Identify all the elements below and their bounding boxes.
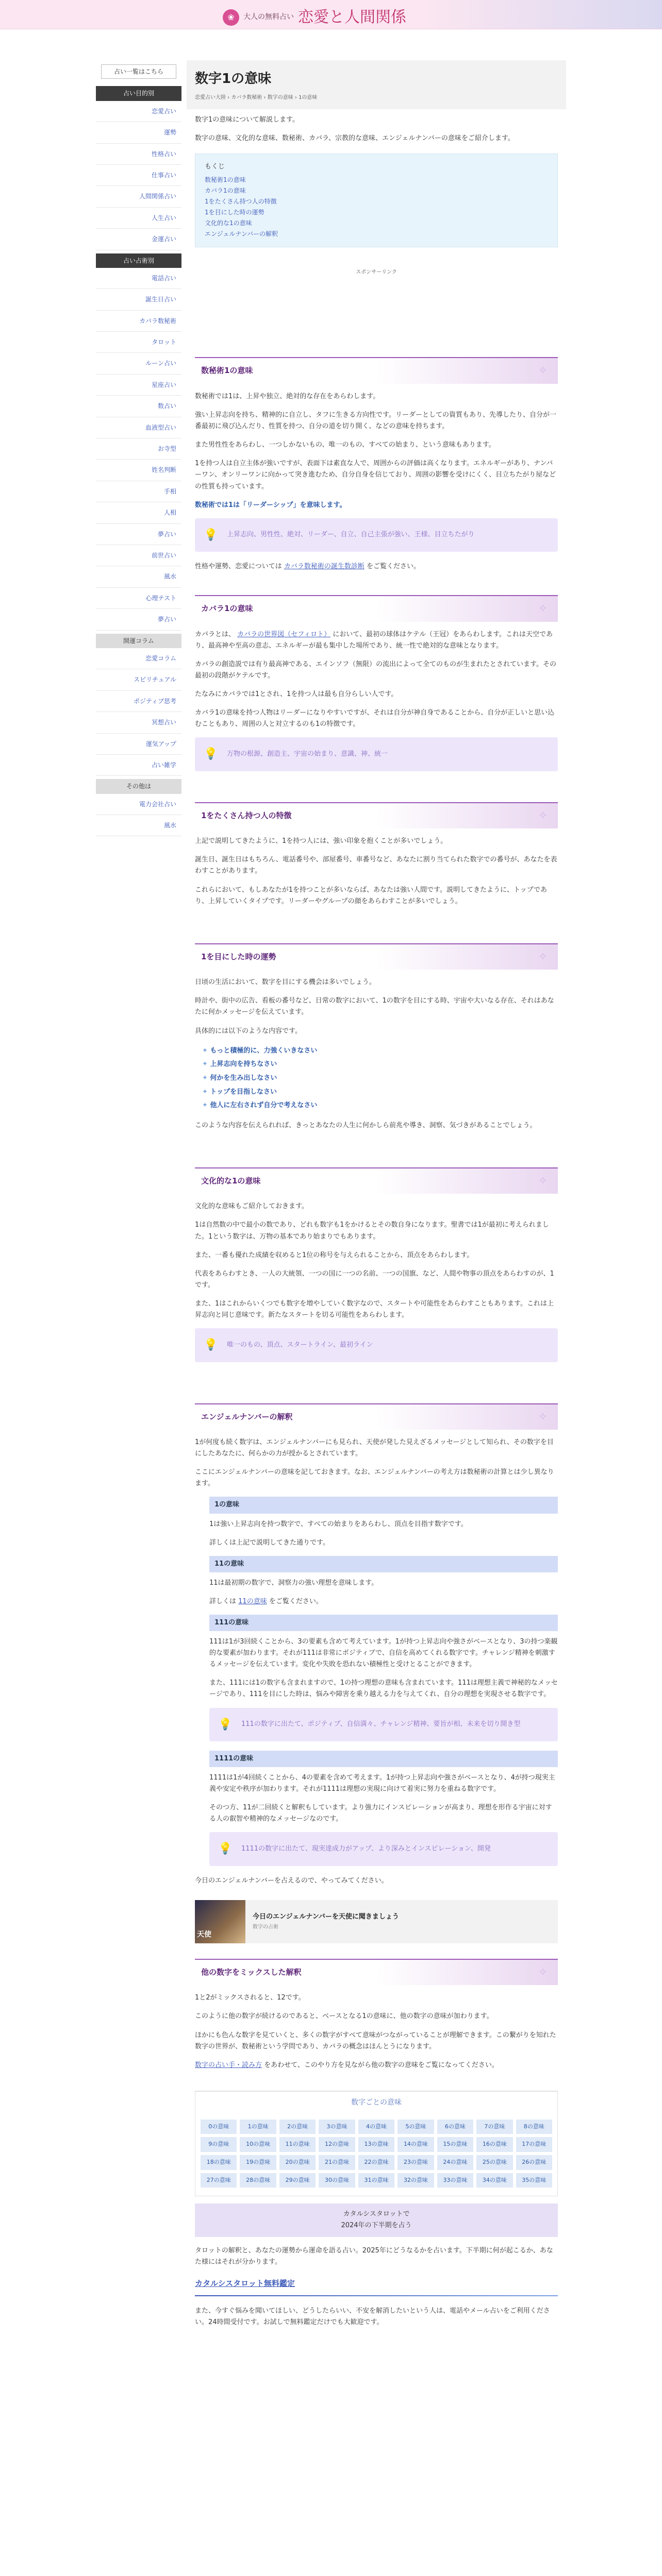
sidebar-item[interactable]: 風水	[96, 566, 181, 587]
section-heading	[195, 357, 558, 384]
subsection-heading: 11の意味	[209, 1556, 558, 1572]
text: をご覧ください。	[269, 1597, 323, 1605]
sidebar-item[interactable]: 手相	[96, 481, 181, 502]
keyword-callout	[209, 1708, 558, 1741]
card-thumbnail	[195, 1900, 245, 1943]
callout-text: 111の数字に出たて、ポジティブ、自信満々、チャレンジ精神、要旨が相、未来を切り開き型	[241, 1720, 521, 1728]
paragraph: ここにエンジェルナンバーの意味を記しておきます。なお、エンジェルナンバーの考え方は数秘術の計算とは少し異なります。	[195, 1468, 554, 1488]
breadcrumb[interactable]: 恋愛占い大陸 › カバラ数秘術 › 数字の意味 › 1の意味	[195, 95, 318, 101]
number-link[interactable]: 11の意味	[279, 2137, 316, 2152]
lightbulb-icon: 💡	[218, 1842, 233, 1856]
number-link[interactable]: 17の意味	[516, 2137, 552, 2152]
sponsor-label: スポンサーリンク	[356, 269, 397, 276]
number-link[interactable]: 5の意味	[398, 2120, 434, 2134]
paragraph: ほかにも色んな数字を見ていくと、多くの数字がすべて意味がつながっていることが理解できます。この繋がりを知れた数字の世界が、数秘術という学問であり、カバラの概念はほんとうになります。	[195, 2031, 556, 2050]
number-link[interactable]: 6の意味	[437, 2120, 473, 2134]
lightbulb-icon: 💡	[204, 748, 218, 761]
number-link[interactable]: 4の意味	[358, 2120, 394, 2134]
table-of-contents	[195, 154, 558, 247]
number-link[interactable]: 29の意味	[279, 2173, 316, 2188]
sidebar-item[interactable]: 風水	[96, 815, 181, 836]
number-link[interactable]: 23の意味	[398, 2155, 434, 2170]
promo-line: カタルシスタロットで	[343, 2210, 410, 2218]
heading-decoration: ✧	[538, 602, 548, 616]
subsection-heading: 1の意味	[209, 1497, 558, 1513]
heading-decoration: ✧	[538, 1410, 548, 1423]
section-title: 1を目にした時の運勢	[201, 952, 276, 961]
paragraph: タロットの解釈と、あなたの運勢から運命を語る占い。2025年にどうなるかを占います。下半期に何が起こるか、あなた様にはそれが分かります。	[195, 2246, 553, 2266]
link-underline	[195, 2295, 558, 2296]
site-logo[interactable]	[223, 4, 406, 29]
section-title: 1をたくさん持つ人の特徴	[201, 810, 292, 820]
paragraph: 具体的には以下のような内容です。	[195, 1027, 302, 1035]
title-area	[187, 60, 566, 109]
number-link[interactable]: 25の意味	[476, 2155, 512, 2170]
section-heading	[195, 1167, 558, 1194]
number-link[interactable]: 30の意味	[319, 2173, 355, 2188]
toc-item[interactable]: カバラ1の意味	[205, 187, 246, 195]
paragraph: また、111には1の数字も含まれますので、1の持つ理想の意味も含まれています。111は理想主義で神秘的なメッセージであり、111を目にした時は、悩みや障害を乗り越える力を与えてくれ、自分の理想を実現させる数字です。	[209, 1679, 558, 1699]
sephirot-link[interactable]: カバラの世界図（セフィロト）	[237, 630, 331, 638]
sidebar-group-method: 占い占術別	[96, 253, 181, 268]
paragraph: たなみにカバラでは1とされ、1を持つ人は最も自分らしい人です。	[195, 690, 398, 699]
toc-item[interactable]: 1をたくさん持つ人の特徴	[205, 198, 277, 206]
subsection-heading: 1111の意味	[209, 1751, 558, 1767]
keyword-callout	[195, 1328, 558, 1362]
promo-line: 2024年の下半期を占う	[341, 2222, 412, 2230]
paragraph: 数秘術では1は、上昇や独立、絶対的な存在をあらわします。	[195, 392, 380, 400]
number-link[interactable]: 31の意味	[358, 2173, 394, 2188]
number-link[interactable]: 16の意味	[476, 2137, 512, 2152]
number-link[interactable]: 22の意味	[358, 2155, 394, 2170]
paragraph: このように他の数字が続けるのであると、ベースとなる1の意味に、他の数字の意味が加わります。	[195, 2012, 493, 2021]
sidebar-item[interactable]: 血液型占い	[96, 417, 181, 438]
heading-decoration: ✧	[538, 950, 548, 963]
site-header	[0, 0, 662, 29]
sidebar-item[interactable]: 星座占い	[96, 375, 181, 396]
paragraph: カバラの創造説では有り最高神である、エインソフ（無限）の流出によって全てのものが生まれたとされています。その最初の段階がケテルです。	[195, 660, 556, 680]
sidebar-group-column: 開運コラム	[96, 634, 181, 648]
paragraph: また、1はこれからいくつでも数字を増やしていく数字なので、スタートや可能性をあらわすこともあります。これは上昇志向と同じ意味です。新たなスタートを切る可能性をあらわします。	[195, 1299, 554, 1319]
sidebar-item[interactable]: 人生占い	[96, 208, 181, 229]
number-link[interactable]: 18の意味	[201, 2155, 237, 2170]
paragraph: 111は1が3回続くことから、3の要素も含めて考えています。1が持つ上昇志向や強さがベースとなり、3の持つ楽観的な要素が加わります。それが111は非常にポジティブで、自信を高めてくれる数字です。チャレンジ精神を刺激するメッセージを伝えています。変化や失敗を恐れない積極性と受けとることができます。	[209, 1638, 558, 1669]
list-item: ✦ 上昇志向を持ちなさい	[202, 1058, 558, 1072]
callout-text: 1111の数字に出たて、現実達成力がアップ、より深みとインスピレーション、開発	[241, 1845, 491, 1853]
tarot-free-reading-link[interactable]	[195, 2277, 558, 2291]
text: において、最初の球体はケテル（王冠）をあらわします。これは天空であり、最高神や至高の意志、エネルギーが最も集中した場所であり、統一性で絶対的な意味となります。	[195, 630, 553, 650]
section-title: 他の数字をミックスした解釈	[201, 1967, 302, 1977]
list-item: ✦ トップを目指しなさい	[202, 1086, 558, 1099]
logo-flower-icon: ❀	[223, 9, 239, 26]
section-title: エンジェルナンバーの解釈	[201, 1412, 293, 1421]
text: 詳しくは	[209, 1597, 237, 1605]
sidebar-item[interactable]: 夢占い	[96, 524, 181, 545]
paragraph: また、一番も優れた成績を収めると1位の称号を与えられることから、頂点をあらわします。	[195, 1251, 474, 1259]
sidebar-item[interactable]: ルーン占い	[96, 353, 181, 374]
paragraph: 11は最初期の数字で、洞察力の強い理想を意味します。	[209, 1579, 378, 1587]
sidebar-item[interactable]: 前世占い	[96, 545, 181, 566]
section-heading	[195, 1403, 558, 1430]
sidebar-item[interactable]: お寺型	[96, 438, 181, 460]
sidebar-item[interactable]: 姓名判断	[96, 460, 181, 481]
lightbulb-icon: 💡	[204, 528, 218, 541]
sidebar-item[interactable]: 夢占い	[96, 609, 181, 630]
paragraph: 詳しくは上記で説明してきた通りです。	[209, 1538, 329, 1547]
number-link[interactable]: 32の意味	[398, 2173, 434, 2188]
heading-decoration: ✧	[538, 809, 548, 822]
card-subtitle: 数字の占術	[253, 1924, 278, 1930]
toc-item[interactable]: 文化的な1の意味	[205, 219, 252, 227]
ad-space	[195, 281, 558, 334]
section-title: 文化的な1の意味	[201, 1176, 261, 1185]
paragraph: 1は強い上昇志向を持つ数字で、すべての始まりをあらわし、頂点を目指す数字です。	[209, 1520, 468, 1528]
text: をあわせて、このやり方を見ながら他の数字の意味をご覧になってください。	[264, 2061, 499, 2069]
number-link[interactable]: 19の意味	[240, 2155, 276, 2170]
paragraph: 1を持つ人は自立主体が強いですが、表面下は素直な人で、周囲からの評価は高くなります。エネルギーがあり、ナンバーワン、オンリーワンに向かって突き進むため、自分自身を信じており、周囲の影響を受けにくく、目立ちたがり屋などの性質も持っています。	[195, 460, 556, 490]
card-title: 今日のエンジェルナンバーを天使に聞きましょう	[253, 1913, 399, 1921]
number-link[interactable]: 2の意味	[279, 2120, 316, 2134]
paragraph: これらにおいて、もしあなたが1を持つことが多いならば、あなたは強い人間です。説明してきたように、トップであり、上昇していくタイプです。リーダーやグループの顔をあらわすことが多いでしょう。	[195, 886, 547, 905]
paragraph: 1111は1が4回続くことから、4の要素を含めて考えます。1が持つ上昇志向や強さがベースとなり、4が持つ現実主義や安定や秩序が加わります。それが1111は理想の実現に向けて着実に努力を重ねる数字です。	[209, 1774, 555, 1793]
number-link[interactable]: 34の意味	[476, 2173, 512, 2188]
list-button[interactable]: 占い一覧はこちら	[101, 64, 176, 79]
paragraph: 誕生日、誕生日はもちろん、電話番号や、部屋番号、車番号など、あなたに割り当てられた数字での番号が、あなたを表わすことがあります。	[195, 856, 557, 875]
header-decoration	[425, 0, 662, 29]
keyword-line: 数秘術では1は「リーダーシップ」を意味します。	[195, 501, 346, 509]
paragraph: 1と2がミックスされると、12です。	[195, 1994, 305, 2002]
callout-text: 唯一のもの、頂点、スタートライン、最初ライン	[227, 1341, 373, 1349]
number-link[interactable]: 14の意味	[398, 2137, 434, 2152]
number-link[interactable]: 9の意味	[201, 2137, 237, 2152]
section-heading	[195, 595, 558, 622]
site-name: 恋愛と人間関係	[298, 8, 406, 26]
sidebar-item[interactable]: 誕生日占い	[96, 289, 181, 310]
paragraph	[195, 629, 558, 652]
number-link[interactable]: 8の意味	[516, 2120, 552, 2134]
tarot-promo-banner[interactable]	[195, 2204, 558, 2236]
number-link[interactable]: 35の意味	[516, 2173, 552, 2188]
paragraph: そのつ方、11が二回続くと解釈もしています。より強力にインスピレーションが高まり、理想を形作る宇宙に対する人の叡智や精神的なメッセージなのです。	[209, 1804, 552, 1823]
sidebar-item[interactable]: ポジティブ思考	[96, 691, 181, 712]
sidebar-item[interactable]: 金運占い	[96, 229, 181, 250]
angel-numbers	[195, 1497, 558, 1866]
heading-decoration: ✧	[538, 364, 548, 378]
toc-item[interactable]: 1を目にした時の運勢	[205, 209, 264, 216]
section-heading	[195, 1959, 558, 1986]
heading-decoration: ✧	[538, 1965, 548, 1979]
number-link[interactable]: 0の意味	[201, 2120, 237, 2134]
sidebar-item[interactable]: カバラ数秘術	[96, 311, 181, 332]
number-link[interactable]: 3の意味	[319, 2120, 355, 2134]
lightbulb-icon: 💡	[204, 1338, 218, 1352]
number-reading-link[interactable]: 数字の占い手・読み方	[195, 2061, 262, 2069]
paragraph: 1は自然数の中で最小の数であり、どれも数字も1をかけるとその数自身になります。聖書では1が最初に考えられました。1という数字は、万物の基本であり始まりでもあります。	[195, 1221, 549, 1241]
number-link[interactable]: 21の意味	[319, 2155, 355, 2170]
paragraph: 文化的な意味もご紹介しておきます。	[195, 1202, 308, 1211]
number-link[interactable]: 13の意味	[358, 2137, 394, 2152]
angel-number-card[interactable]	[195, 1900, 558, 1943]
callout-text: 万物の根源、創造主、宇宙の始まり、意識、神、統一	[227, 750, 388, 758]
number-link[interactable]: 7の意味	[476, 2120, 512, 2134]
kabbalah-diagnosis-link[interactable]: カバラ数秘術の誕生数診断	[284, 563, 365, 571]
link-text[interactable]: カタルシスタロット無料鑑定	[195, 2278, 295, 2288]
paragraph: 日頃の生活において、数字を目にする機会は多いでしょう。	[195, 978, 376, 987]
sidebar-item[interactable]: 人相	[96, 502, 181, 523]
sidebar-group-purpose: 占い目的別	[96, 86, 181, 100]
number-link[interactable]: 20の意味	[279, 2155, 316, 2170]
number-link[interactable]: 28の意味	[240, 2173, 276, 2188]
paragraph	[195, 561, 558, 572]
section-heading	[195, 943, 558, 970]
section-heading	[195, 802, 558, 829]
subsection-heading: 111の意味	[209, 1615, 558, 1631]
message-list	[195, 1044, 558, 1113]
callout-text: 上昇志向、男性性、絶対、リーダー、自立、自己主張が強い、王様、目立ちたがり	[227, 531, 475, 539]
paragraph: また、今すぐ悩みを聞いてほしい、どうしたらいい、不安を解消したいという人は、電話やメール占いをご利用ください。24時間受付です。お試しで無料鑑定だけでも大歓迎です。	[195, 2307, 550, 2327]
section-title: カバラ1の意味	[201, 604, 253, 614]
number-link[interactable]: 12の意味	[319, 2137, 355, 2152]
paragraph: 今日のエンジェルナンバーを占えるので、やってみてください。	[195, 1876, 388, 1885]
paragraph: また男性性をあらわし、一つしかないもの、唯一のもの、すべての始まり、という意味もあります。	[195, 441, 495, 449]
paragraph: このような内容を伝えられれば、きっとあなたの人生に何かしら前兆や導き、洞察、気づきがあることでしょう。	[195, 1121, 537, 1129]
paragraph: カバラ1の意味を持つ人物はリーダーになりやすいですが、それは自分が神自身であることから、自分が正しいと思い込むこともあり、周囲の人と対立するのも1の特徴です。	[195, 709, 555, 728]
toc-item[interactable]: エンジェルナンバーの解釈	[205, 230, 278, 238]
number-index-title: 数字ごとの意味	[195, 2091, 557, 2114]
number-link[interactable]: 33の意味	[437, 2173, 473, 2188]
sidebar-item[interactable]: 恋愛コラム	[96, 648, 181, 669]
lightbulb-icon: 💡	[218, 1718, 233, 1731]
sidebar-group-other: その他は	[96, 779, 181, 793]
sidebar-item[interactable]: 数占い	[96, 396, 181, 417]
paragraph	[209, 1596, 558, 1607]
keyword-callout	[195, 518, 558, 552]
page-title: 数字1の意味	[195, 71, 272, 87]
paragraph: 強い上昇志向を持ち、精神的に自立し、タフに生きる方向性です。リーダーとしての資質もあり、先導したり、自分が一番最初に飛び込んだり、性質を持つ、自分の道を切り開く、などの意味を持ちます。	[195, 411, 556, 431]
sidebar-item[interactable]: 運勢	[96, 122, 181, 143]
sidebar-item[interactable]: 仕事占い	[96, 165, 181, 186]
sidebar-item[interactable]: タロット	[96, 332, 181, 353]
sidebar-item[interactable]: 冥想占い	[96, 712, 181, 733]
number-link[interactable]: 24の意味	[437, 2155, 473, 2170]
list-item: ✦ もっと積極的に、力強くいきなさい	[202, 1044, 558, 1058]
thumbnail-text: 天使	[197, 1930, 211, 1939]
paragraph: 時計や、街中の広告、看板の番号など、日常の数字において、1の数字を目にする時、宇宙や大いなる存在、それはあなたに何かメッセージを伝えています。	[195, 997, 554, 1016]
section-title: 数秘術1の意味	[201, 366, 253, 376]
site-subtitle: 大人の無料占い	[243, 12, 294, 21]
sidebar-item[interactable]: 運気アップ	[96, 734, 181, 755]
sidebar-item[interactable]: 恋愛占い	[96, 101, 181, 122]
sidebar-item[interactable]: 電話占い	[96, 268, 181, 289]
list-item: ✦ 何かを生み出しなさい	[202, 1072, 558, 1086]
eleven-meaning-link[interactable]: 11の意味	[238, 1597, 267, 1605]
keyword-callout	[209, 1832, 558, 1866]
sidebar-item[interactable]: 人間関係占い	[96, 186, 181, 207]
sidebar	[96, 60, 181, 836]
sidebar-item[interactable]: 占い雑学	[96, 755, 181, 776]
heading-decoration: ✧	[538, 1174, 548, 1188]
number-index	[195, 2091, 558, 2197]
sidebar-item[interactable]: 電力会社占い	[96, 794, 181, 815]
paragraph: 1が何度も続く数字は、エンジェルナンバーにも見られ、天使が発した見えざるメッセージとして知られ、その数字を目にしたあなたに、何らかの力が授かるとされています。	[195, 1438, 554, 1458]
sidebar-item[interactable]: 心理テスト	[96, 588, 181, 609]
intro-text: 数字の意味、文化的な意味、数秘術、カバラ、宗教的な意味、エンジェルナンバーの意味をご紹介します。	[195, 134, 515, 143]
text: 性格や運勢、恋愛については	[195, 563, 282, 571]
keyword-callout	[195, 737, 558, 771]
number-link[interactable]: 10の意味	[240, 2137, 276, 2152]
toc-item[interactable]: 数秘術1の意味	[205, 176, 246, 184]
list-item: ✦ 他人に左右されず自分で考えなさい	[202, 1099, 558, 1113]
number-link[interactable]: 1の意味	[240, 2120, 276, 2134]
paragraph	[195, 2060, 558, 2071]
text: をご覧ください。	[367, 563, 421, 571]
sidebar-item[interactable]: 性格占い	[96, 144, 181, 165]
toc-title: もくじ	[205, 163, 225, 171]
number-link[interactable]: 26の意味	[516, 2155, 552, 2170]
paragraph: 上記で説明してきたように、1を持つ人には、強い印象を抱くことが多いでしょう。	[195, 837, 448, 845]
paragraph: 代表をあらわすとき、一人の大統領、一つの国に一つの名前、一つの国旗、など、人間や物事の頂点をあらわすのが、1です。	[195, 1269, 554, 1289]
text: カバラとは、	[195, 630, 236, 638]
number-link[interactable]: 27の意味	[201, 2173, 237, 2188]
main-content	[187, 60, 566, 2341]
intro-text: 数字1の意味について解説します。	[195, 116, 299, 124]
sidebar-item[interactable]: スピリチュアル	[96, 669, 181, 690]
number-link[interactable]: 15の意味	[437, 2137, 473, 2152]
